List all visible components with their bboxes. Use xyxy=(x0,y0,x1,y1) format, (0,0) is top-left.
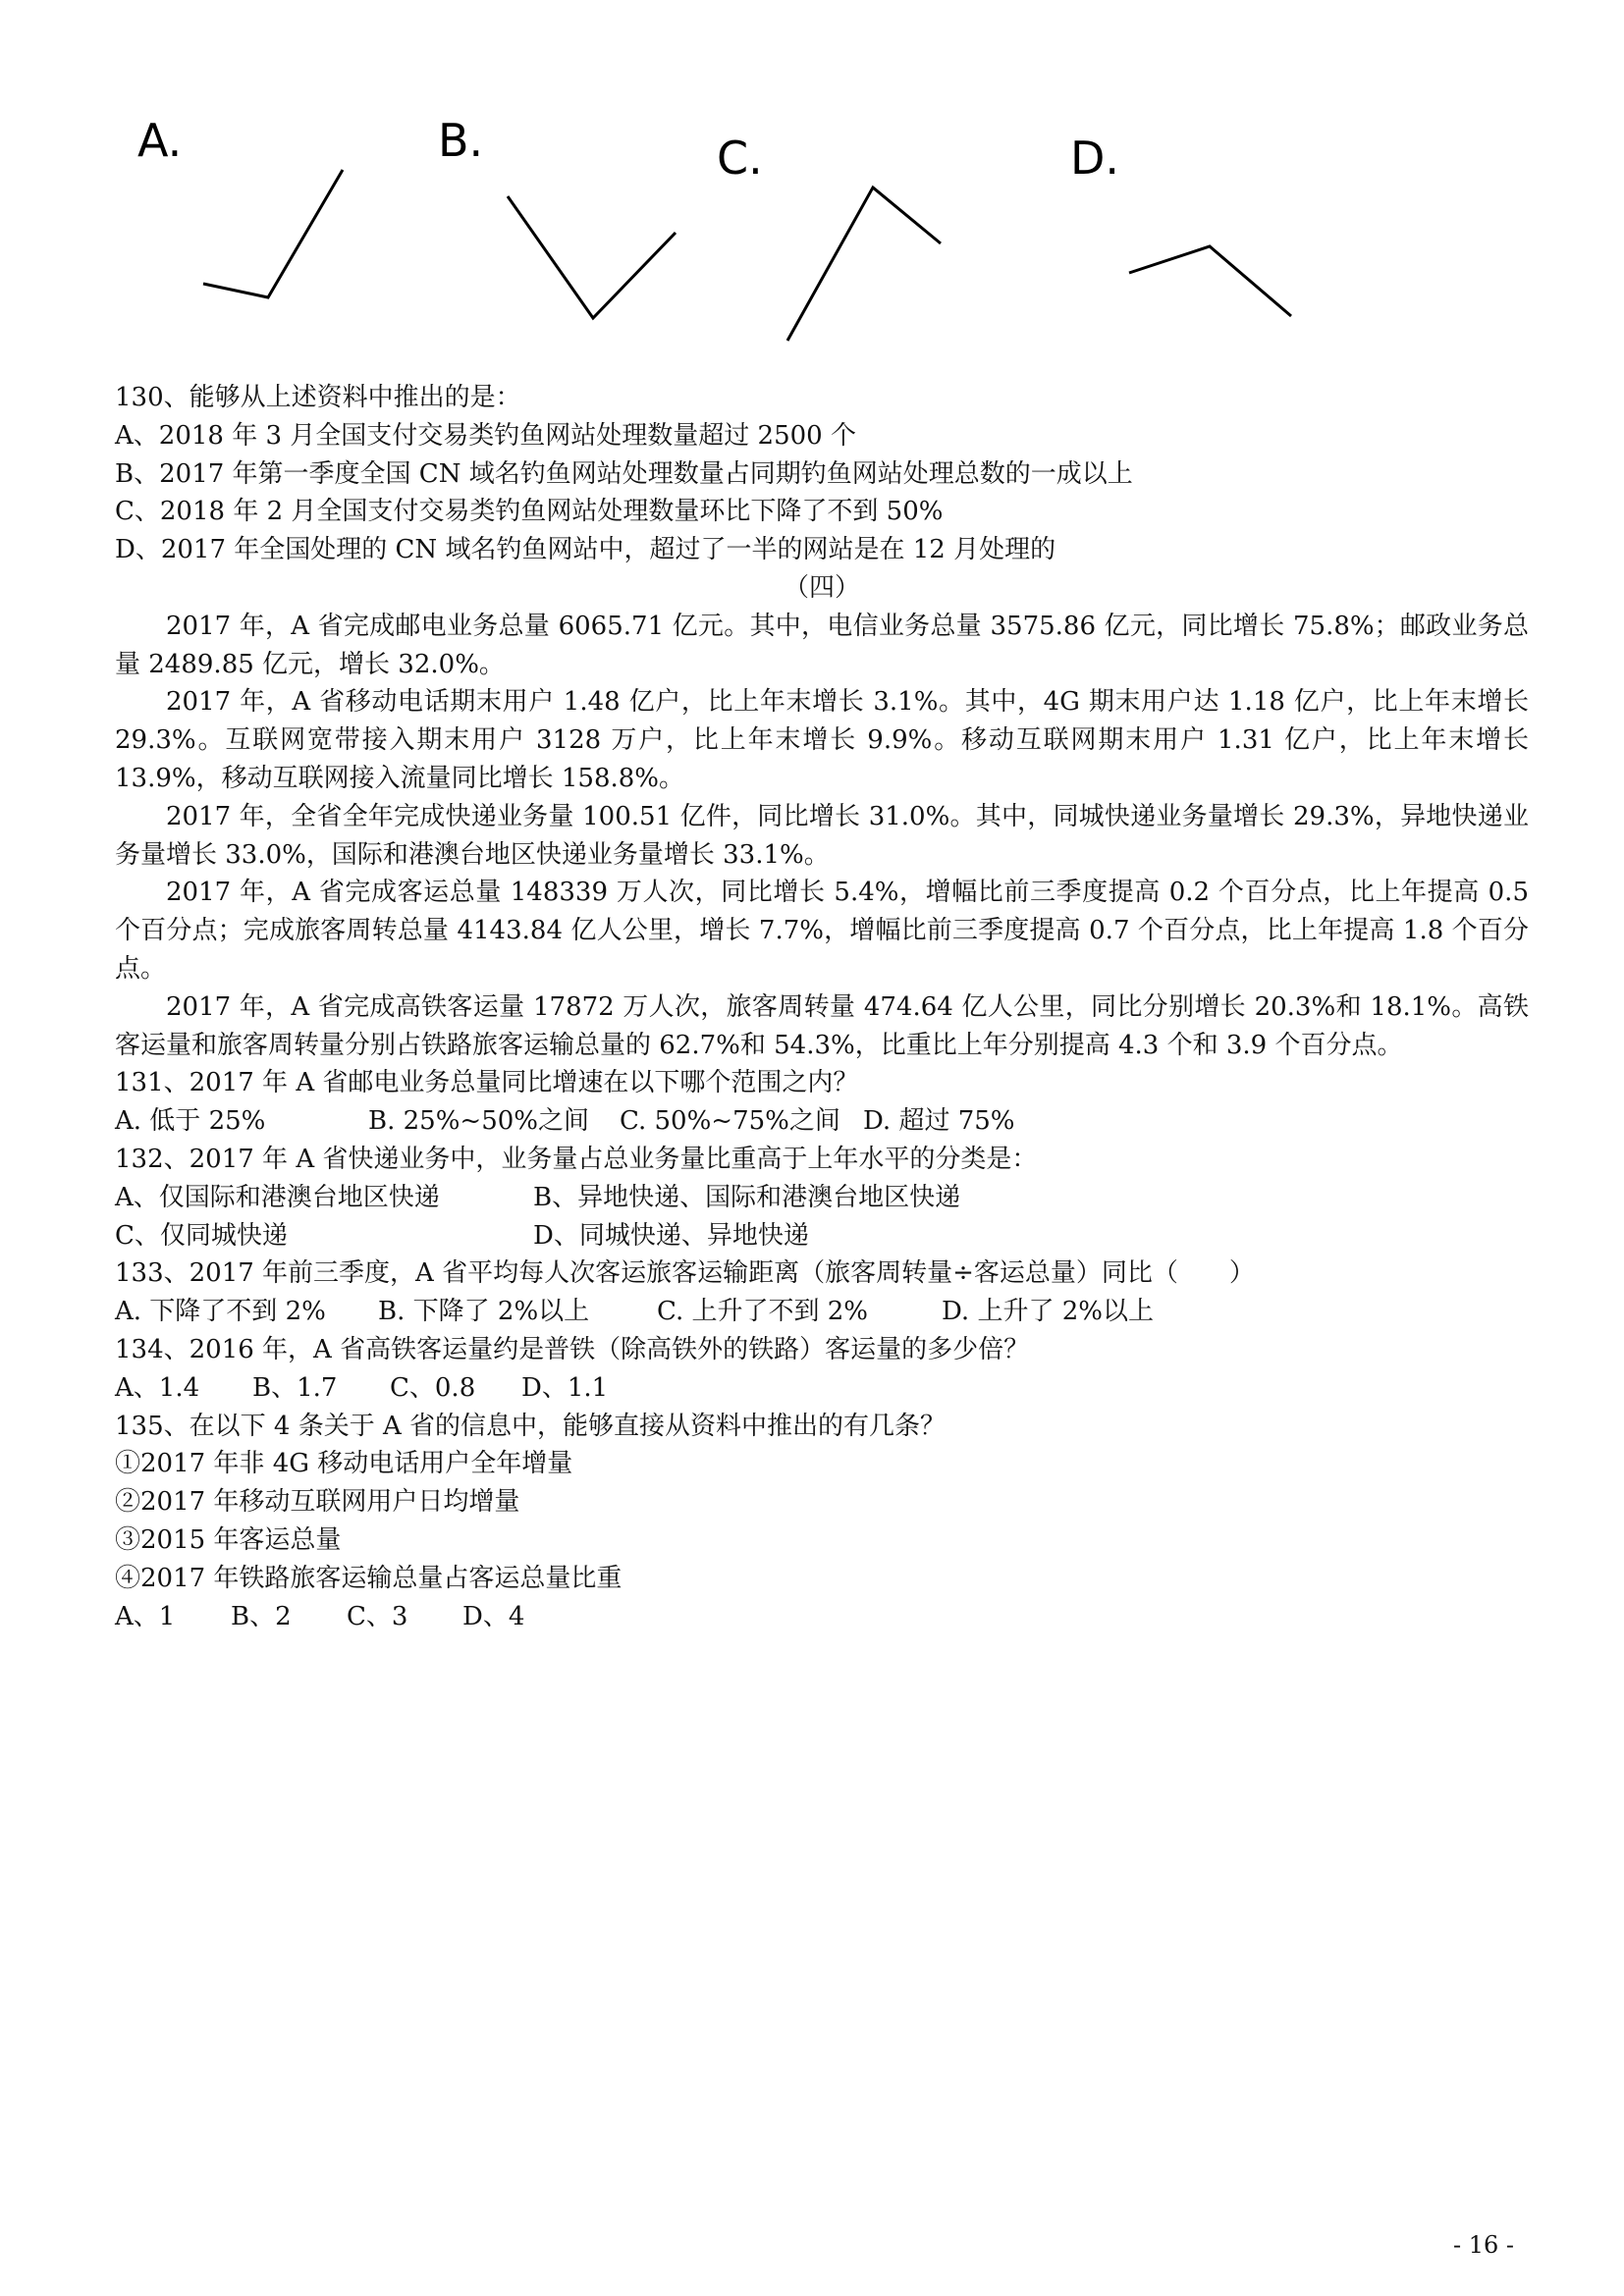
figure-label-c: C. xyxy=(717,132,763,185)
shape-d xyxy=(1129,246,1291,316)
q130-stem: 130、能够从上述资料中推出的是： xyxy=(115,383,521,412)
paragraph-mobile: 2017 年，A 省移动电话期末用户 1.48 亿户，比上年末增长 3.1%。其中，4G 期末用户达 1.18 亿户，比上年末增长 29.3%。互联网宽带接入期末用户 3128 万户，比上年末增长 9.9%。移动互联网期末用户 1.31 亿户，比上年末增长 13.9%，移动互联网接入流量同比增长 158.8%。 xyxy=(115,687,1529,793)
q133-option-d: D. 上升了 2%以上 xyxy=(942,1297,1154,1327)
q135-options xyxy=(115,1598,1529,1636)
q133-option-a: A. 下降了不到 2% xyxy=(115,1297,326,1327)
q132-option-d: D、同城快递、异地快递 xyxy=(533,1220,809,1251)
q132-option-c: C、仅同城快递 xyxy=(115,1220,288,1251)
figure-label-a: A. xyxy=(137,114,183,167)
q134-stem: 134、2016 年，A 省高铁客运量约是普铁（除高铁外的铁路）客运量的多少倍？ xyxy=(115,1334,1030,1364)
figure-label-d: D. xyxy=(1070,132,1120,185)
q135-option-a: A、1 xyxy=(115,1601,176,1631)
q132-option-b: B、异地快递、国际和港澳台地区快递 xyxy=(533,1182,961,1212)
q131-option-d: D. 超过 75% xyxy=(863,1106,1015,1137)
shape-a xyxy=(203,170,343,297)
paragraph-postal: 2017 年，A 省完成邮电业务总量 6065.71 亿元。其中，电信业务总量 3575.86 亿元，同比增长 75.8%；邮政业务总量 2489.85 亿元，增长 32.0%。 xyxy=(115,611,1529,679)
q135-item-4: ④2017 年铁路旅客运输总量占客运总量比重 xyxy=(115,1563,623,1593)
q134-option-b: B、1.7 xyxy=(252,1372,338,1403)
q132-options-row2 xyxy=(115,1217,1529,1255)
q133-option-b: B. 下降了 2%以上 xyxy=(378,1297,590,1327)
q134-option-c: C、0.8 xyxy=(390,1372,476,1403)
q135-option-b: B、2 xyxy=(231,1601,292,1631)
q131-option-b: B. 25%~50%之间 xyxy=(368,1106,589,1137)
q135-item-1: ①2017 年非 4G 移动电话用户全年增量 xyxy=(115,1449,573,1479)
q132-options-row1 xyxy=(115,1179,1529,1217)
shape-c xyxy=(787,187,941,341)
paragraph-express: 2017 年，全省全年完成快递业务量 100.51 亿件，同比增长 31.0%。其中，同城快递业务量增长 29.3%，异地快递业务量增长 33.0%，国际和港澳台地区快递业务量增长 33.1%。 xyxy=(115,801,1529,870)
section-heading: （四） xyxy=(783,572,860,603)
q135-item-2: ②2017 年移动互联网用户日均增量 xyxy=(115,1487,520,1518)
q133-option-c: C. 上升了不到 2% xyxy=(657,1297,869,1327)
q132-option-a: A、仅国际和港澳台地区快递 xyxy=(115,1182,440,1212)
q133-stem: 133、2017 年前三季度，A 省平均每人次客运旅客运输距离（旅客周转量÷客运总量）同比（ ） xyxy=(115,1258,1255,1289)
q131-option-a: A. 低于 25% xyxy=(115,1106,266,1137)
q130-option-a: A、2018 年 3 月全国支付交易类钓鱼网站处理数量超过 2500 个 xyxy=(115,420,856,451)
question-content xyxy=(115,379,1529,1635)
q135-stem: 135、在以下 4 条关于 A 省的信息中，能够直接从资料中推出的有几条？ xyxy=(115,1411,947,1441)
paragraph-highspeed-rail: 2017 年，A 省完成高铁客运量 17872 万人次，旅客周转量 474.64 亿人公里，同比分别增长 20.3%和 18.1%。高铁客运量和旅客周转量分别占铁路旅客运输总量的 62.7%和 54.3%，比重比上年分别提高 4.3 个和 3.9 个百分点。 xyxy=(115,991,1529,1060)
q134-options xyxy=(115,1369,1529,1408)
q130-option-c: C、2018 年 2 月全国支付交易类钓鱼网站处理数量环比下降了不到 50% xyxy=(115,497,944,527)
q133-options xyxy=(115,1293,1529,1331)
q135-item-3: ③2015 年客运总量 xyxy=(115,1524,342,1555)
q132-stem: 132、2017 年 A 省快递业务中，业务量占总业务量比重高于上年水平的分类是： xyxy=(115,1144,1038,1174)
figure-shapes xyxy=(0,0,1624,353)
figure-label-b: B. xyxy=(438,114,484,167)
paragraph-passenger: 2017 年，A 省完成客运总量 148339 万人次，同比增长 5.4%，增幅比前三季度提高 0.2 个百分点，比上年提高 0.5 个百分点；完成旅客周转总量 4143.84 亿人公里，增长 7.7%，增幅比前三季度提高 0.7 个百分点，比上年提高 1.8 个百分点。 xyxy=(115,878,1529,984)
q130-option-d: D、2017 年全国处理的 CN 域名钓鱼网站中，超过了一半的网站是在 12 月处理的 xyxy=(115,535,1056,565)
page-number: - 16 - xyxy=(1452,2231,1514,2259)
q134-option-a: A、1.4 xyxy=(115,1372,200,1403)
q131-option-c: C. 50%~75%之间 xyxy=(620,1106,840,1137)
shape-b xyxy=(508,196,676,318)
q130-option-b: B、2017 年第一季度全国 CN 域名钓鱼网站处理数量占同期钓鱼网站处理总数的一成以上 xyxy=(115,458,1133,489)
q131-options xyxy=(115,1102,1529,1141)
q134-option-d: D、1.1 xyxy=(521,1372,609,1403)
figure-options xyxy=(0,0,1624,353)
q135-option-c: C、3 xyxy=(347,1601,408,1631)
q131-stem: 131、2017 年 A 省邮电业务总量同比增速在以下哪个范围之内？ xyxy=(115,1068,859,1098)
q135-option-d: D、4 xyxy=(462,1601,525,1631)
